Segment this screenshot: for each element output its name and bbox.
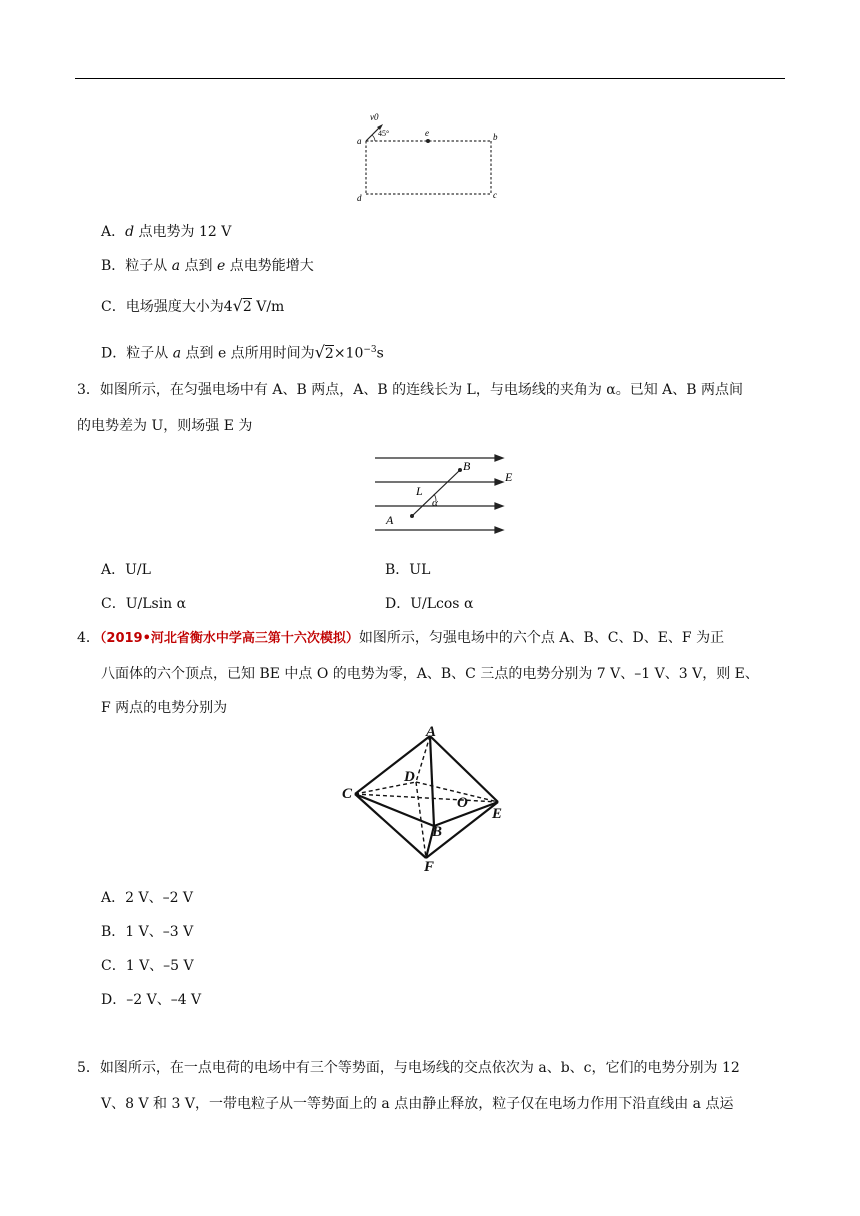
q3-text1: 如图所示，在匀强电场中有 A、B 两点，A、B 的连线长为 L，与电场线的夹角为 α。已知 A、B 两点间 [99, 382, 744, 398]
q4-option-d: D．–2 V、–4 V [101, 992, 202, 1008]
header-rule [75, 78, 785, 79]
q3-option-a: A．U/L [101, 562, 151, 578]
point-A [410, 514, 414, 518]
option-2d-text: 点到 e 点所用时间为 [181, 345, 315, 362]
q3-option-d: D．U/Lcos α [385, 596, 474, 612]
rectangle-field-figure [350, 108, 510, 206]
label-A: A [426, 724, 437, 740]
q3-line2 [77, 416, 252, 436]
option-2b-prefix: B．粒子从 [101, 258, 172, 274]
option-2b-var2: e [217, 258, 226, 274]
q3-number: 3． [77, 382, 100, 398]
label-c: c [493, 190, 497, 200]
q3-line1 [77, 380, 743, 400]
option-2d-exp: −3 [363, 345, 377, 355]
option-2d-unit: s [376, 345, 384, 362]
option-2a-prefix: A． [101, 224, 126, 240]
q4-line2 [101, 664, 759, 684]
label-B: B [432, 824, 443, 840]
label-a: a [357, 136, 362, 146]
q4-option-c: C．1 V、–5 V [101, 958, 194, 974]
sqrt-icon: √ [232, 296, 243, 315]
q4-text2: 八面体的六个顶点，已知 BE 中点 O 的电势为零，A、B、C 三点的电势分别为 7 V、–1 V、3 V，则 E、 [101, 666, 759, 682]
q4-line1 [77, 628, 724, 649]
option-2b-var1: a [171, 258, 181, 274]
label-O: O [457, 795, 468, 811]
q5-text1: 如图所示，在一点电荷的电场中有三个等势面，与电场线的交点依次为 a、b、c，它们的电势分别为 12 [99, 1060, 740, 1076]
q3-option-b: B．UL [385, 562, 431, 578]
label-45: 45° [378, 129, 390, 138]
q3-option-c: C．U/Lsin α [101, 596, 187, 612]
option-2a-var: d [125, 224, 135, 240]
q4-option-b: B．1 V、–3 V [101, 924, 194, 940]
q4-number: 4． [77, 630, 100, 646]
option-2b-mid: 点到 [180, 258, 218, 274]
option-2a [101, 222, 231, 242]
option-2c-unit: V/m [251, 299, 285, 315]
option-2c-rad: 2 [242, 299, 252, 315]
label-E: E [492, 806, 503, 822]
option-2c-coef: 4 [223, 299, 233, 315]
point-e-dot [426, 139, 430, 143]
q4-line3 [101, 698, 227, 718]
label-C: C [342, 786, 353, 802]
q5-line2 [101, 1094, 733, 1114]
q5-text2: V、8 V 和 3 V，一带电粒子从一等势面上的 a 点由静止释放，粒子仅在电场力作用下沿直线由 a 点运 [101, 1096, 734, 1112]
q4-source: （2019•河北省衡水中学高三第十六次模拟） [99, 631, 359, 646]
option-2b-text: 点电势能增大 [225, 258, 314, 274]
label-alpha: α [432, 497, 438, 509]
q4-text3: F 两点的电势分别为 [101, 700, 228, 716]
option-2d-times: ×10 [333, 345, 364, 362]
uniform-field-figure [370, 452, 520, 542]
option-2d-rad: 2 [324, 345, 334, 362]
q5-number: 5． [77, 1060, 100, 1076]
angle-arc [372, 135, 375, 141]
label-E: E [505, 470, 513, 484]
label-d: d [357, 193, 362, 203]
q4-text1: 如图所示，匀强电场中的六个点 A、B、C、D、E、F 为正 [358, 630, 725, 646]
label-L: L [416, 484, 423, 498]
option-2c-prefix: C．电场强度大小为 [101, 299, 224, 315]
q5-line1 [77, 1058, 740, 1078]
label-F: F [424, 859, 435, 874]
option-2d [101, 340, 384, 364]
option-2a-text: 点电势为 12 V [134, 224, 232, 240]
sqrt-icon: √ [314, 342, 325, 362]
label-A: A [386, 513, 394, 527]
label-e: e [425, 128, 429, 138]
option-2c [101, 296, 284, 317]
option-2d-var1: a [172, 345, 182, 362]
label-B: B [463, 459, 471, 473]
label-b: b [493, 132, 498, 142]
point-B [458, 468, 462, 472]
label-D: D [404, 769, 415, 785]
label-v0: v0 [370, 112, 379, 122]
octahedron-figure [340, 724, 520, 874]
option-2d-prefix: D．粒子从 [101, 345, 173, 362]
q4-option-a: A．2 V、–2 V [101, 890, 194, 906]
option-2b [101, 256, 314, 276]
q3-text2: 的电势差为 U，则场强 E 为 [77, 418, 253, 434]
